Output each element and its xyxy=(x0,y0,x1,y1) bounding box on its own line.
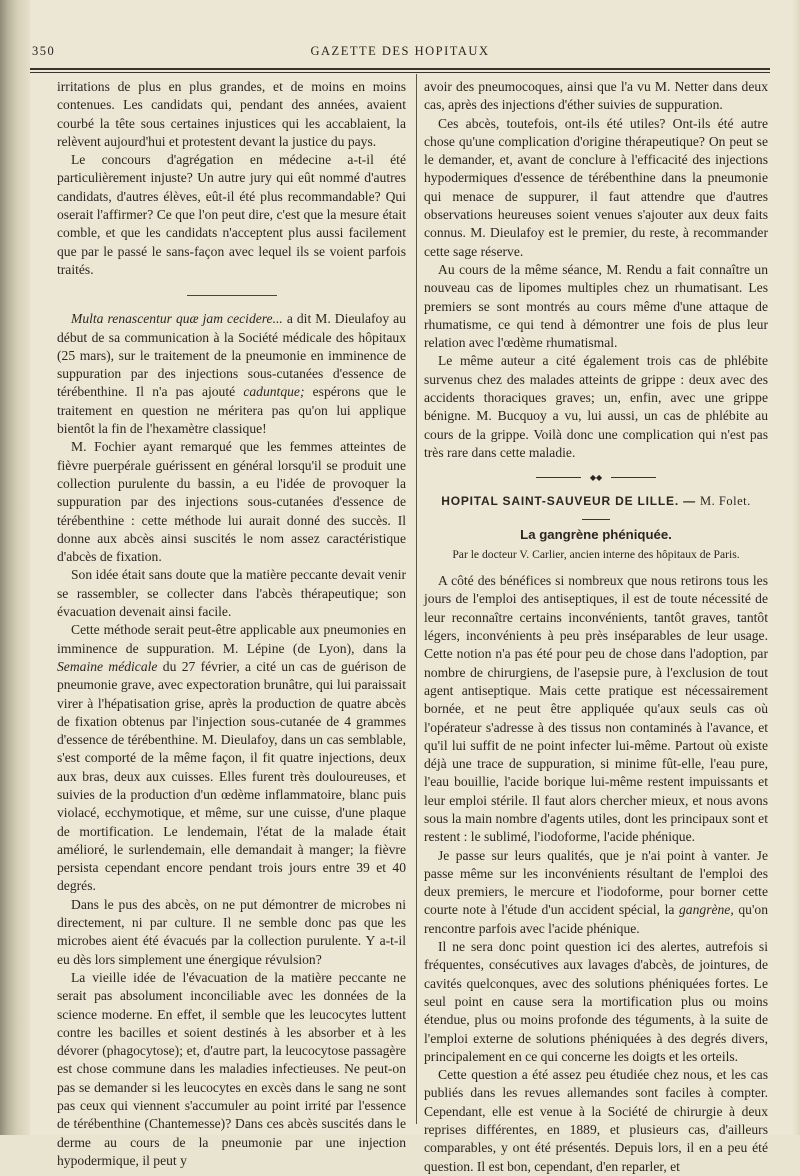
paragraph: Il ne sera donc point question ici des alertes, autrefois si fréquentes, consécutives aux lavages d'abcès, de jointures, de cavités quelconques, avec des solutions phéniquées fortes. Le seul point en cause sera la mortification plus ou moins étendue, plus ou moins profonde des téguments, à la suite de l'emploi externe de solutions phéniquées à des degrés divers, principalement en ce qui concerne les doigts et les orteils. xyxy=(424,939,768,1064)
byline: Par le docteur V. Carlier, ancien interne des hôpitaux de Paris. xyxy=(452,547,740,561)
paragraph: M. Fochier ayant remarqué que les femmes atteintes de fièvre puerpérale guérissent en général lorsqu'il se produit une collection purulente du bassin, a eu l'idée de provoquer la suppuration par des injections sous-cutanées d'essence de térébenthine : cette méthode lui aurait donné des succès. Il donne aux abcès ainsi suscités le nom assez caractéristique d'abcès de fixation. xyxy=(57,439,406,565)
page-number: 350 xyxy=(32,44,56,58)
section-author: M. Folet. xyxy=(700,494,751,509)
latin-word: caduntque; xyxy=(243,384,305,400)
italic-word: gangrène, xyxy=(679,902,734,918)
ornament-separator xyxy=(536,474,656,482)
paragraph: Cette question a été assez peu étudiée chez nous, et les cas publiés dans les revues allemandes sont faciles à compter. Cependant, elle est venue à la Société de chirurgie à deux reprises différentes, en 1889, et plusieurs cas, d'ailleurs comparables, y ont été présentés. Depuis lors, il en a peu été question. Il est bon, cependant, d'en reparler, et xyxy=(424,1067,768,1174)
article-title: La gangrène phéniquée. xyxy=(520,526,672,542)
hospital-name: HOPITAL SAINT-SAUVEUR DE LILLE. — xyxy=(441,494,696,509)
paragraph xyxy=(424,847,768,938)
paragraph xyxy=(57,621,406,895)
paragraph: Ces abcès, toutefois, ont-ils été utiles? Ont-ils été autre chose qu'une complication d'origine thérapeutique? On peut se le demander, et, avant de conclure à l'efficacité des injections hypodermiques d'essence de térébenthine dans la pneumonie qui menace de suppurer, il faut attendre que d'autres observations heureuses soient venues s'ajouter aux deux faits connus. M. Dieulafoy est le premier, du reste, à recommander cette sage réserve. xyxy=(424,115,768,259)
paragraph-text: qu'on rencontre parfois avec l'acide phénique. xyxy=(424,902,768,936)
left-column xyxy=(57,78,406,1170)
book-binding-shadow xyxy=(0,0,30,1135)
paragraph xyxy=(57,310,406,438)
journal-reference: Semaine médicale xyxy=(57,658,158,674)
paragraph-text: Je passe sur leurs qualités, que je n'ai point à vanter. Je passe même sur les inconvénients résultant de l'emploi des deux premiers, le mercure et l'iodoforme, pour borner cette courte note à l'étude d'un accident spécial, la xyxy=(424,847,768,918)
paragraph: Le même auteur a cité également trois cas de phlébite survenus chez des malades atteints de grippe : deux avec des accidents thoraciques graves; un, enfin, avec une grippe bénigne. M. Bucquoy a vu, lui aussi, un cas de phlébite au cours de la grippe. Voilà donc une complication qui n'est pas très rare dans cette maladie. xyxy=(424,353,768,460)
ornament-diamond-icon: ◆◆ xyxy=(589,473,603,483)
latin-quote: Multa renascentur quæ jam cecidere... xyxy=(71,311,283,327)
section-separator xyxy=(187,295,277,296)
header-rule xyxy=(30,68,770,70)
page-edge-shadow xyxy=(792,0,800,1135)
column-divider xyxy=(416,74,417,1124)
paragraph-text: espérons que le traitement en question ne méritera pas qu'on lui applique bientôt la fin de l'hexamètre classique! xyxy=(57,384,406,437)
paragraph: Au cours de la même séance, M. Rendu a fait connaître un nouveau cas de lipomes multiples chez un rhumatisant. Les premiers se sont montrés au cours même d'une attaque de rhumatisme, ce qui tend à démontrer une fois de plus leur relation avec l'œdème rhumatismal. xyxy=(424,261,768,351)
section-heading xyxy=(424,492,768,510)
paragraph: Son idée était sans doute que la matière peccante devait venir se rassembler, se collecter dans l'abcès thérapeutique; son évacuation devenait ainsi facile. xyxy=(57,567,406,620)
heading-rule xyxy=(582,519,610,520)
paragraph-text: du 27 février, a cité un cas de guérison de pneumonie grave, avec expectoration brunâtre, qui lui paraissait virer à l'hépatisation grise, après la production de quatre abcès de fixation obtenus par l'injection sous-cutanée de 4 grammes d'essence de térébenthine. M. Dieulafoy, dans un cas semblable, s'est comporté de la même façon, il fit quatre injections, deux aux bras, deux aux cuisses. Elles furent très douloureuses, et suivies de la production d'un œdème inflammatoire, blanc puis violacé, ecchymotique, et même, sur une cuisse, d'une plaque de mortification. Le lendemain, l'état de la malade était amélioré, le surlendemain, elle demandait à manger; la fièvre persista cependant encore pendant trois jours entre 39 et 40 degrés. xyxy=(57,658,407,894)
paragraph: Dans le pus des abcès, on ne put démontrer de microbes ni directement, ni par culture. Il ne semble donc pas que les microbes aient été évacués par la collection purulente. Y a-t-il eu dès lors simplement une énergique révulsion? xyxy=(57,896,406,967)
paragraph: Le concours d'agrégation en médecine a-t-il été particulièrement injuste? Un autre jury qui eût nommé d'autres candidats, d'autres élèves, eût-il été plus recommandable? Qui oserait l'affirmer? Ce que l'on peut dire, c'est que la mesure était comble, et que les candidats n'acceptent plus aussi facilement que par le passé le sans-façon avec lequel ils se voient parfois traités. xyxy=(57,152,406,277)
paragraph: avoir des pneumocoques, ainsi que l'a vu M. Netter dans deux cas, après des injections d'éther suivies de suppuration. xyxy=(424,79,768,113)
right-column xyxy=(424,78,768,1176)
paragraph: La vieille idée de l'évacuation de la matière peccante ne serait pas absolument inconciliable avec les données de la science moderne. En effet, il semble que les leucocytes luttent contre les bacilles et soient destinés à les absorber et à les dévorer (phagocytose); et, d'autre part, la leucocytose passagère est chose commune dans les maladies infectieuses. Ne peut-on pas se demander si les leucocytes en excès dans le sang ne sont pas ceux qui viennent s'accumuler au point irrité par l'essence de térébenthine (Chantemesse)? Dans ces abcès suscités dans le derme au cours de la pneumonie par une injection hypodermique, il peut y xyxy=(57,969,406,1168)
running-header xyxy=(30,42,770,62)
paragraph: A côté des bénéfices si nombreux que nous retirons tous les jours de l'emploi des antiseptiques, il est de toute nécessité de leur reconnaître certains inconvénients, tantôt graves, tantôt légers, inconvénients à peu près inséparables de leur usage. Cette notion n'a pas été pour peu de chose dans l'adoption, par nombre de chirurgiens, de l'asepsie pure, à l'exclusion de tout agent antiseptique. Mais cette pratique est nécessairement bornée, et ne peut être appliquée qu'aux seuls cas où l'opérateur s'adresse à des tissus non contaminés à l'avance, et qu'il lui suffit de ne point infecter lui-même. Partout où existe déjà une trace de suppuration, si minime fût-elle, l'eau pure, l'eau bouillie, l'acide borique lui-même restent impuissants et leur emploi stérile. Il faut alors chercher mieux, et nous avons sous la main nombre d'agents utiles, dont les principaux sont et restent : le sublimé, l'iodoforme, l'acide phénique. xyxy=(424,573,768,845)
journal-title: GAZETTE DES HOPITAUX xyxy=(310,44,490,58)
paragraph-text: Cette méthode serait peut-être applicable aux pneumonies en imminence de suppuration. M. Lépine (de Lyon), dans la xyxy=(57,622,406,656)
paragraph: irritations de plus en plus grandes, et de moins en moins contenues. Les candidats qui, pendant des années, avaient courbé la tête sous certaines injustices qui les accablaient, la relèvent aujourd'hui et protestent devant la justice du pays. xyxy=(57,79,406,149)
paragraph-text: a dit M. Dieulafoy au début de sa communication à la Société médicale des hôpitaux (25 mars), sur le traitement de la pneumonie en imminence de suppuration par des injections sous-cutanées d'essence de térébenthine. Il n'a pas ajouté xyxy=(57,311,406,400)
header-rule-thin xyxy=(30,72,770,73)
